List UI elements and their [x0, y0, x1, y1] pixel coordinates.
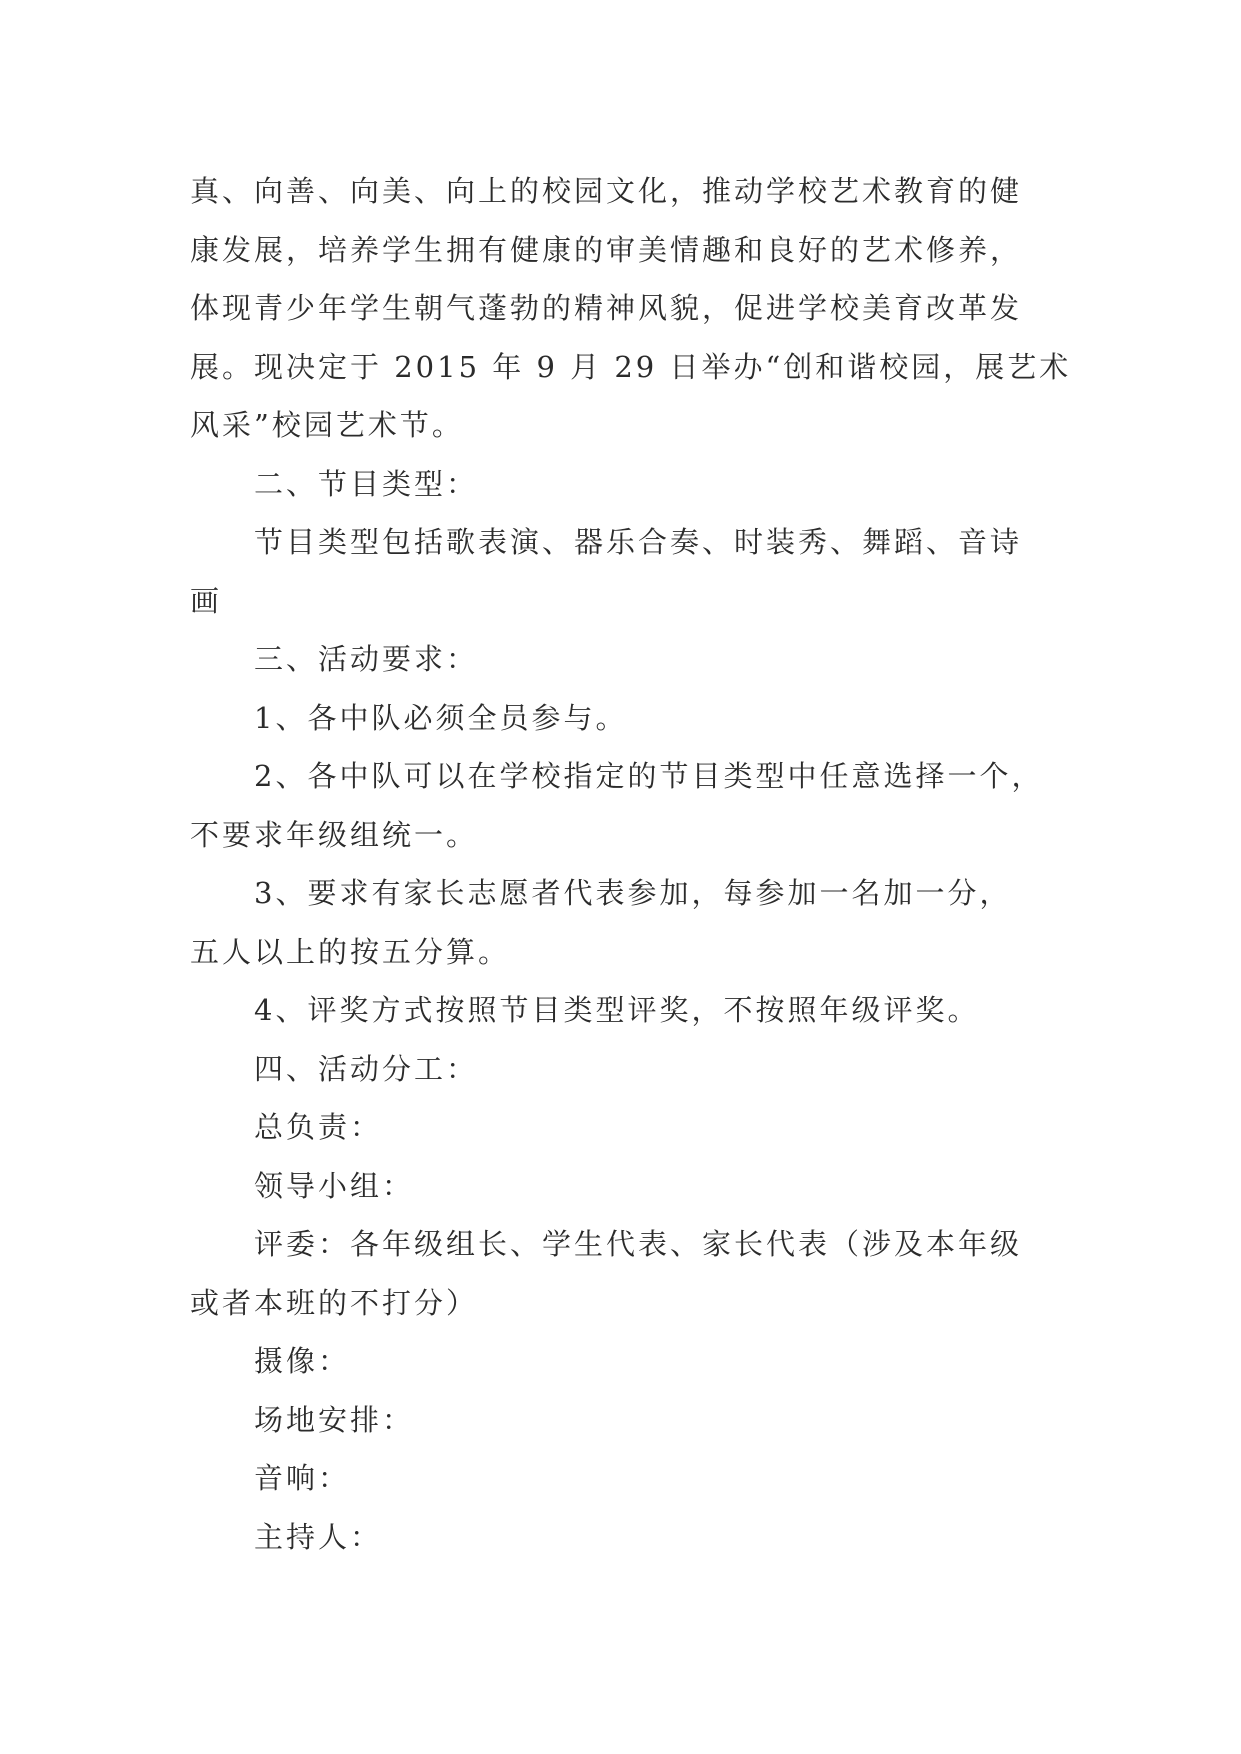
role-venue: 场地安排：: [254, 1402, 415, 1437]
requirement-2: [190, 747, 1070, 864]
role-judges-line-1: 评委：各年级组长、学生代表、家长代表（涉及本年级: [254, 1227, 1023, 1261]
document-body: [190, 162, 1070, 1566]
role-judges-line-2: 或者本班的不打分）: [190, 1285, 479, 1320]
section-3-heading: 三、活动要求：: [254, 642, 479, 676]
requirement-2-line-1: 2、各中队可以在学校指定的节目类型中任意选择一个，: [254, 759, 1044, 793]
role-general-lead: 总负责：: [254, 1110, 383, 1144]
section-2-heading: 二、节目类型：: [254, 466, 479, 501]
intro-line-1: 真、向善、向美、向上的校园文化，推动学校艺术教育的健: [190, 174, 1023, 208]
section-4-heading: 四、活动分工：: [254, 1051, 479, 1086]
section-2-line-1: 节目类型包括歌表演、器乐合奏、时装秀、舞蹈、音诗: [254, 525, 1023, 559]
requirement-3-line-2: 五人以上的按五分算。: [190, 934, 511, 969]
intro-line-5: 风采”校园艺术节。: [190, 408, 464, 442]
role-host: 主持人：: [254, 1519, 383, 1554]
intro-line-3: 体现青少年学生朝气蓬勃的精神风貌，促进学校美育改革发: [190, 291, 1023, 325]
section-2-paragraph: [190, 513, 1070, 630]
intro-line-2: 康发展，培养学生拥有健康的审美情趣和良好的艺术修养，: [190, 232, 1023, 267]
requirement-1: 1、各中队必须全员参与。: [254, 700, 628, 735]
section-2-line-2: 画: [190, 583, 223, 618]
requirement-2-line-2: 不要求年级组统一。: [190, 817, 479, 852]
intro-line-4: 展。现决定于 2015 年 9 月 29 日举办“创和谐校园，展艺术: [190, 349, 1072, 384]
role-leadership-group: 领导小组：: [254, 1168, 415, 1203]
intro-paragraph: [190, 162, 1070, 455]
role-sound: 音响：: [254, 1461, 351, 1495]
role-camera: 摄像：: [254, 1344, 351, 1378]
role-judges: [190, 1215, 1070, 1332]
requirement-3-line-1: 3、要求有家长志愿者代表参加，每参加一名加一分，: [254, 876, 1012, 910]
requirement-3: [190, 864, 1070, 981]
requirement-4: 4、评奖方式按照节目类型评奖，不按照年级评奖。: [254, 993, 980, 1027]
